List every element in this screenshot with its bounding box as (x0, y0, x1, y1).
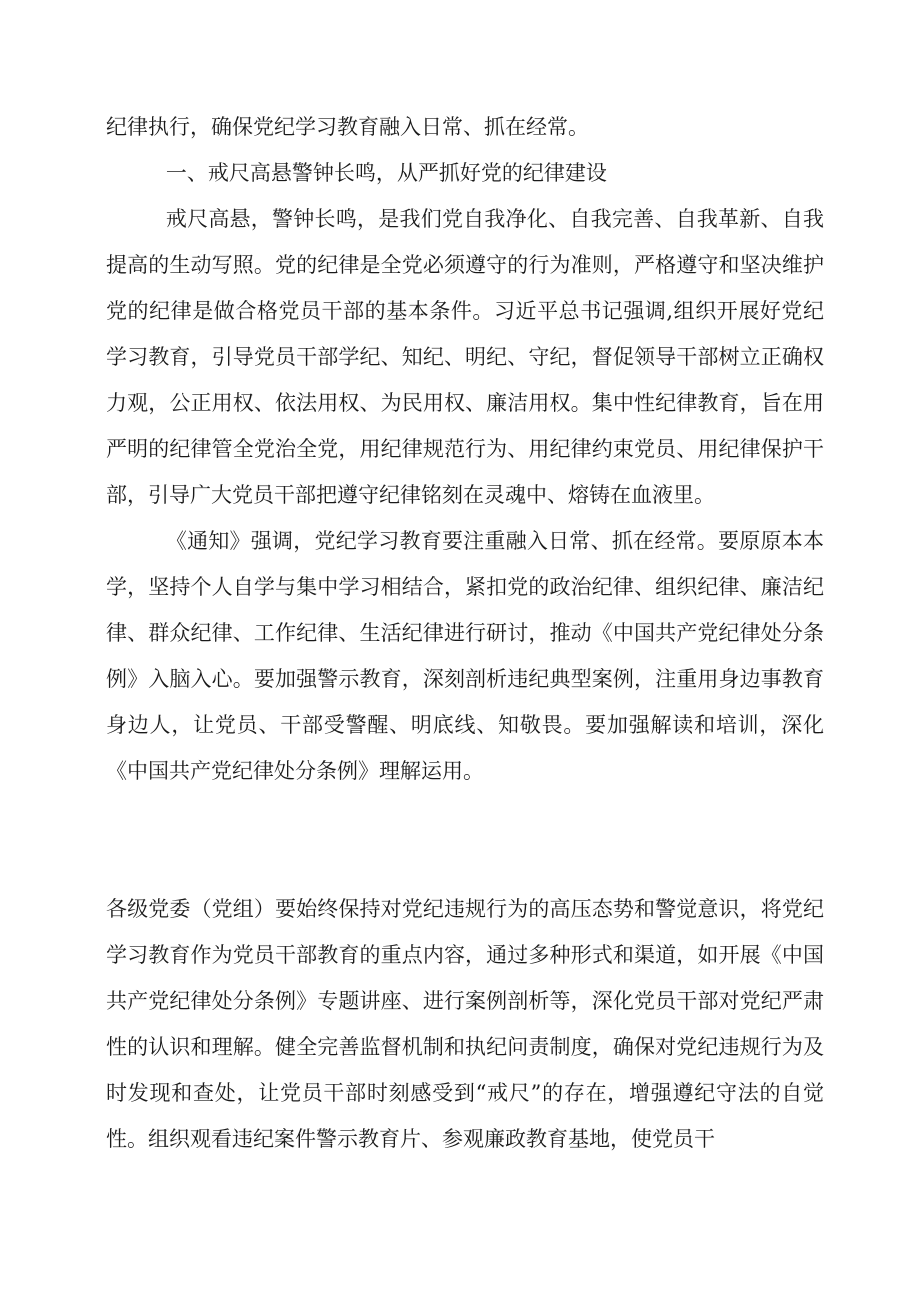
section-heading: 一、戒尺高悬警钟长鸣，从严抓好党的纪律建设 (165, 161, 607, 185)
document-page (106, 104, 824, 1162)
paragraph-continuation: 纪律执行，确保党纪学习教育融入日常、抓在经常。 (106, 115, 589, 139)
paragraph-gap (106, 794, 824, 886)
paragraph-body: 戒尺高悬，警钟长鸣，是我们党自我净化、自我完善、自我革新、自我提高的生动写照。党的纪律是全党必须遵守的行为准则，严格遵守和坚决维护党的纪律是做合格党员干部的基本条件。习近平总书记强调,组织开展好党纪学习教育，引导党员干部学纪、知纪、明纪、守纪，督促领导干部树立正确权力观，公正用权、依法用权、为民用权、廉洁用权。集中性纪律教育，旨在用严明的纪律管全党治全党，用纪律规范行为、用纪律约束党员、用纪律保护干部，引导广大党员干部把遵守纪律铭刻在灵魂中、熔铸在血液里。 (106, 207, 824, 507)
paragraph-body: 《通知》强调，党纪学习教育要注重融入日常、抓在经常。要原原本本学，坚持个人自学与集中学习相结合，紧扣党的政治纪律、组织纪律、廉洁纪律、群众纪律、工作纪律、生活纪律进行研讨，推动《中国共产党纪律处分条例》入脑入心。要加强警示教育，深刻剖析违纪典型案例，注重用身边事教育身边人，让党员、干部受警醒、明底线、知敬畏。要加强解读和培训，深化《中国共产党纪律处分条例》理解运用。 (106, 529, 824, 783)
paragraph-body: 各级党委（党组）要始终保持对党纪违规行为的高压态势和警觉意识，将党纪学习教育作为党员干部教育的重点内容，通过多种形式和渠道，如开展《中国共产党纪律处分条例》专题讲座、进行案例剖析等，深化党员干部对党纪严肃性的认识和理解。健全完善监督机制和执纪问责制度，确保对党纪违规行为及时发现和查处，让党员干部时刻感受到“戒尺”的存在，增强遵纪守法的自觉性。组织观看违纪案件警示教育片、参观廉政教育基地，使党员干 (106, 897, 824, 1151)
